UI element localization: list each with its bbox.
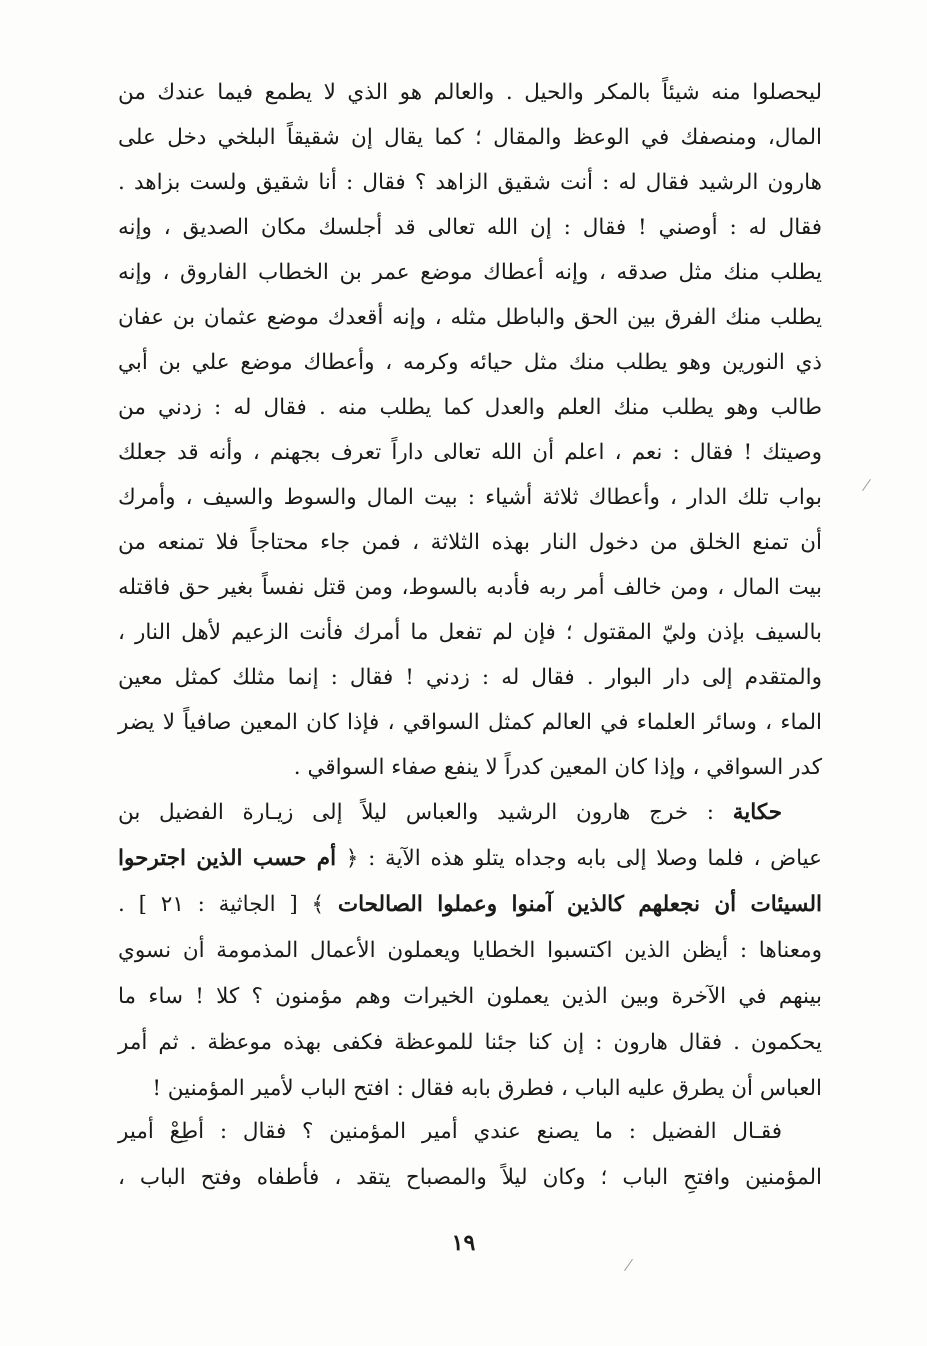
text-line [118, 882, 822, 928]
text-line: العباس أن يطرق عليه الباب ، فطرق بابه فقال : افتح الباب لأمير المؤمنين ! [152, 1076, 822, 1101]
text-line [118, 836, 822, 882]
text-line: ليحصلوا منه شيئاً بالمكر والحيل . والعالم هو الذي لا يطمع فيما عندك من [118, 80, 822, 105]
text-line: بينهم في الآخرة وبين الذين يعملون الخيرات وهم مؤمنون ؟ كلا ! ساء ما [118, 984, 822, 1009]
text-line: المؤمنين وافتحِ الباب ؛ وكان ليلاً والمصباح يتقد ، فأطفاه وفتح الباب ، [118, 1165, 822, 1190]
text-line: يطلب منك مثل صدقه ، وإنه أعطاك موضع عمر بن الخطاب الفاروق ، وإنه [118, 260, 822, 285]
text-line: يطلب منك الفرق بين الحق والباطل مثله ، وإنه أقعدك موضع عثمان بن عفان [118, 305, 822, 330]
paragraph-2 [118, 790, 822, 1112]
quran-verse: أم حسب الذين اجترحوا [118, 846, 337, 871]
text-line: المال، ومنصفك في الوعظ والمقال ؛ كما يقال إن شقيقاً البلخي دخل على [118, 125, 822, 150]
text-line: يحكمون . فقال هارون : إن كنا جئنا للموعظة فكفى بهذه موعظة . ثم أمر [118, 1030, 822, 1055]
text-line: أن تمنع الخلق من دخول النار بهذه الثلاثة ، فمن جاء محتاجاً فلا تمنعه من [118, 530, 822, 555]
text-line: طالب وهو يطلب منك العلم والعدل كما يطلب منه . فقال له : زدني من [118, 395, 822, 420]
verse-reference: ﴾ [ الجاثية : ٢١ ] . [118, 892, 325, 917]
text-line: والمتقدم إلى دار البوار . فقال له : زدني ! فقال : إنما مثلك كمثل معين [118, 665, 822, 690]
text-line: بواب تلك الدار ، وأعطاك ثلاثة أشياء : بيت المال والسوط والسيف ، وأمرك [118, 485, 822, 510]
quran-verse: السيئات أن نجعلهم كالذين آمنوا وعملوا الصالحات [337, 892, 822, 917]
text-line: هارون الرشيد فقال له : أنت شقيق الزاهد ؟ فقال : أنا شقيق ولست بزاهد . [118, 170, 822, 195]
text-line: ذي النورين وهو يطلب منك مثل حيائه وكرمه ، وأعطاك موضع علي بن أبي [118, 350, 822, 375]
page-number: ١٩ [451, 1230, 476, 1256]
text-segment: : خرج هارون الرشيد والعباس ليلاً إلى زيـارة الفضيل بن [118, 800, 715, 825]
text-line: بيت المال ، ومن خالف أمر ربه فأدبه بالسوط، ومن قتل نفساً بغير حق فاقتله [118, 575, 822, 600]
text-line: فقال له : أوصني ! فقال : إن الله تعالى قد أجلسك مكان الصديق ، وإنه [118, 215, 822, 240]
text-line: وصيتك ! فقال : نعم ، اعلم أن الله تعالى داراً تعرف بجهنم ، وأنه قد جعلك [118, 440, 822, 465]
story-heading: حكاية [732, 800, 782, 825]
text-segment: عياض ، فلما وصلا إلى بابه وجداه يتلو هذه الآية : ﴿ [345, 846, 822, 871]
scan-mark [624, 1259, 633, 1271]
scan-mark [862, 479, 871, 491]
text-line: ومعناها : أيظن الذين اكتسبوا الخطايا ويعملون الأعمال المذمومة أن نسوي [118, 938, 822, 963]
paragraph-1 [118, 70, 822, 790]
text-line: الماء ، وسائر العلماء في العالم كمثل السواقي ، فإذا كان المعين صافياً لا يضر [118, 710, 822, 735]
text-line: كدر السواقي ، وإذا كان المعين كدراً لا ينفع صفاء السواقي . [293, 755, 822, 780]
paragraph-3 [118, 1109, 822, 1201]
text-line: فقـال الفضيل : ما يصنع عندي أمير المؤمنين ؟ فقال : أطِعْ أمير [118, 1119, 782, 1144]
text-line [118, 790, 822, 836]
text-line: بالسيف بإذن وليّ المقتول ؛ فإن لم تفعل ما أمرك فأنت الزعيم لأهل النار ، [118, 620, 822, 645]
